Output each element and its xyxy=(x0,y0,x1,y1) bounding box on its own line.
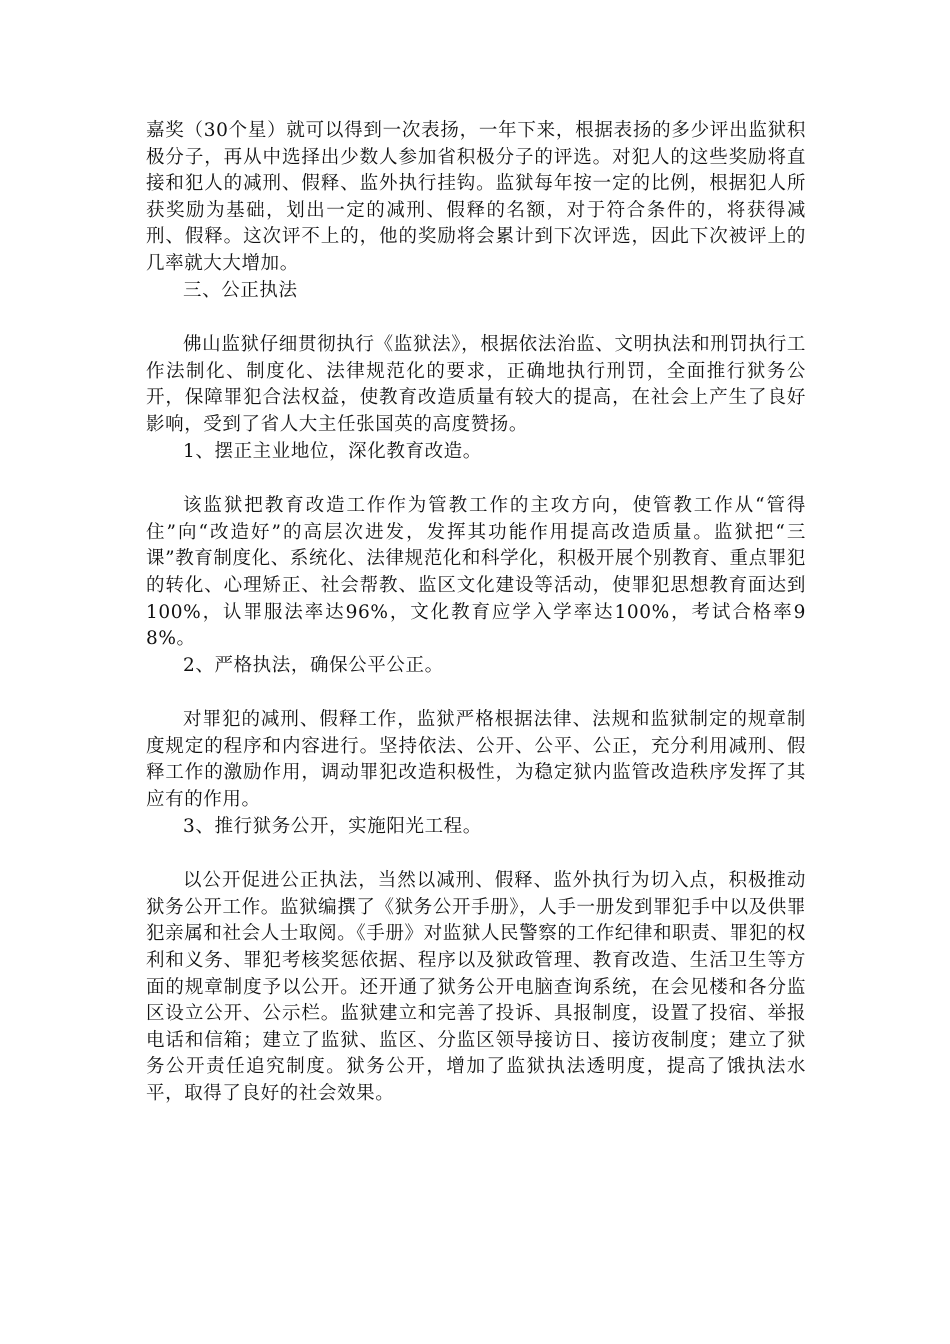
paragraph-item-2: 对罪犯的减刑、假释工作，监狱严格根据法律、法规和监狱制定的规章制度规定的程序和内容进行。坚持依法、公开、公平、公正，充分利用减刑、假释工作的激励作用，调动罪犯改造积极性，为稳定狱内监管改造秩序发挥了其应有的作用。 xyxy=(146,709,806,811)
subheading-item-2: 2、严格执法，确保公平公正。 xyxy=(183,654,444,676)
paragraph-item-3: 以公开促进公正执法，当然以减刑、假释、监外执行为切入点，积极推动狱务公开工作。监狱编撰了《狱务公开手册》，人手一册发到罪犯手中以及供罪犯亲属和社会人士取阅。《手册》对监狱人民警察的工作纪律和职责、罪犯的权利和义务、罪犯考核奖惩依据、程序以及狱政管理、教育改造、生活卫生等方面的规章制度予以公开。还开通了狱务公开电脑查询系统，在会见楼和各分监区设立公开、公示栏。监狱建立和完善了投诉、具报制度，设置了投宿、举报电话和信箱；建立了监狱、监区、分监区领导接访日、接访夜制度；建立了狱务公开责任追究制度。狱务公开，增加了监狱执法透明度，提高了饿执法水平，取得了良好的社会效果。 xyxy=(146,870,806,1104)
section-heading-3: 三、公正执法 xyxy=(183,279,298,301)
subheading-item-3: 3、推行狱务公开，实施阳光工程。 xyxy=(183,815,482,837)
document-page xyxy=(146,118,806,1108)
paragraph-intro: 嘉奖（30个星）就可以得到一次表扬，一年下来，根据表扬的多少评出监狱积极分子，再从中选择出少数人参加省积极分子的评选。对犯人的这些奖励将直接和犯人的减刑、假释、监外执行挂钩。监狱每年按一定的比例，根据犯人所获奖励为基础，划出一定的减刑、假释的名额，对于符合条件的，将获得减刑、假释。这次评不上的，他的奖励将会累计到下次评选，因此下次被评上的几率就大大增加。 xyxy=(146,120,806,274)
subheading-item-1: 1、摆正主业地位，深化教育改造。 xyxy=(183,440,482,462)
paragraph-section-3: 佛山监狱仔细贯彻执行《监狱法》，根据依法治监、文明执法和刑罚执行工作法制化、制度化、法律规范化的要求，正确地执行刑罚，全面推行狱务公开，保障罪犯合法权益，使教育改造质量有较大的提高，在社会上产生了良好影响，受到了省人大主任张国英的高度赞扬。 xyxy=(146,334,806,435)
paragraph-item-1: 该监狱把教育改造工作作为管教工作的主攻方向，使管教工作从“管得住”向“改造好”的高层次进发，发挥其功能作用提高改造质量。监狱把“三课”教育制度化、系统化、法律规范化和科学化，积极开展个别教育、重点罪犯的转化、心理矫正、社会帮教、监区文化建设等活动，使罪犯思想教育面达到100%，认罪服法率达96%，文化教育应学入学率达100%，考试合格率98%。 xyxy=(146,495,806,650)
